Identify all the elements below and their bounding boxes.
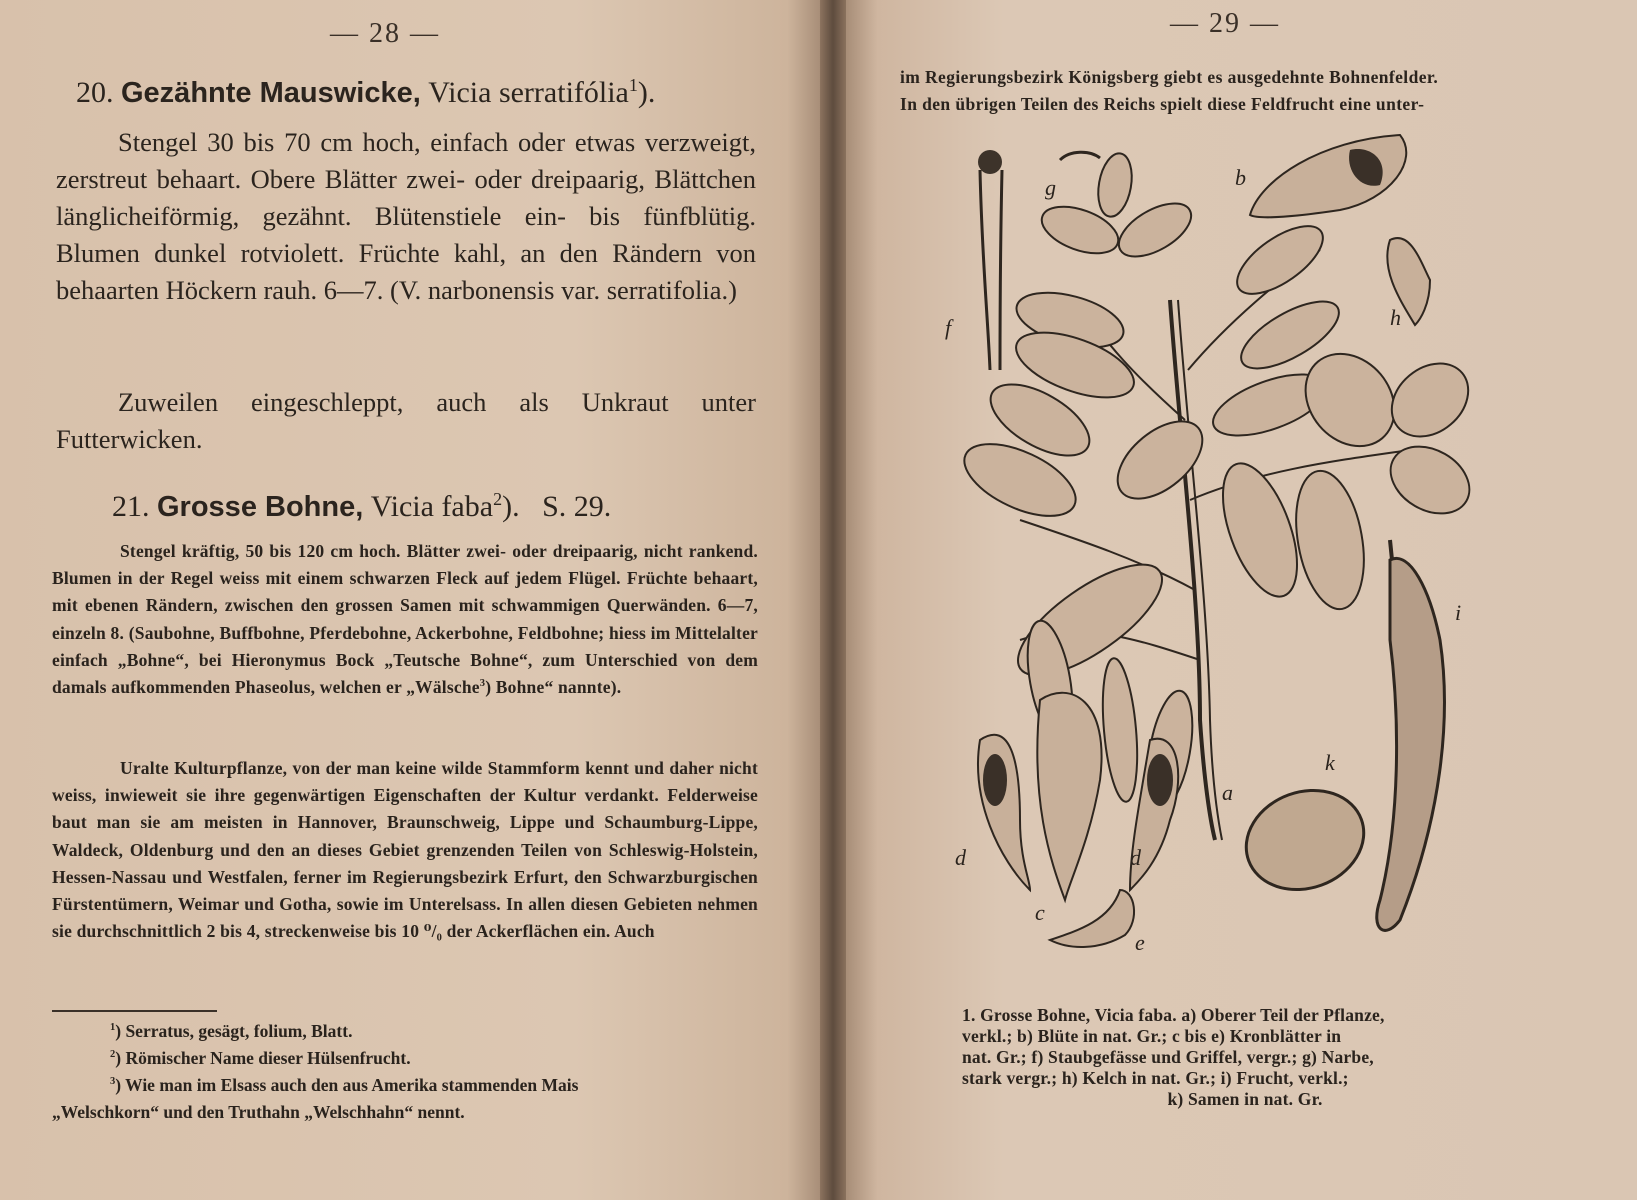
entry-21-description: [52, 538, 758, 701]
page-number-right: — 29 —: [1170, 8, 1280, 39]
entry-21-footnote-ref: 2: [493, 489, 503, 509]
entry-21-number: 21.: [112, 490, 150, 523]
footnote-2: [52, 1045, 762, 1072]
footnote-1-text: ) Serratus, gesägt, folium, Blatt.: [115, 1021, 353, 1041]
entry-20-heading: [76, 76, 655, 110]
page-number-left: — 28 —: [330, 18, 440, 49]
entry-20-occurrence-text: Zuweilen eingeschleppt, auch als Unkraut unter Futterwicken.: [56, 387, 756, 454]
figure-label-d-left: d: [955, 845, 966, 870]
entry-20-occurrence: [56, 384, 756, 458]
entry-21-page-ref: S. 29.: [542, 490, 612, 523]
entry-20-number: 20.: [76, 76, 114, 109]
entry-21-latin: Vicia faba: [370, 490, 494, 523]
right-top-line-2: In den übrigen Teilen des Reichs spielt diese Feldfrucht eine unter-: [900, 94, 1425, 114]
footnote-1-marker: 1: [110, 1022, 116, 1034]
entry-20-latin: Vicia serratifólia: [428, 76, 629, 109]
figure-label-f: f: [945, 315, 952, 340]
entry-21-history: [52, 755, 758, 945]
footnotes: [52, 1018, 762, 1126]
caption-line-4: stark vergr.; h) Kelch in nat. Gr.; i) Frucht, verkl.;: [962, 1068, 1349, 1088]
entry-21-history-text: Uralte Kulturpflanze, von der man keine wilde Stammform kennt und daher nicht weiss, inwieweit sie ihre gegenwärtigen Eigenschaften der Kultur verdankt. Felderweise baut man sie am meisten in Hannover, Braunschweig, Lippe und Schaumburg-Lippe, Waldeck, Oldenburg und den an dieses Gebiet grenzenden Teilen von Schleswig-Holstein, Hessen-Nassau und Westfalen, ferner im Regierungsbezirk Erfurt, den Schwarzburgischen Fürstentümern, Weimar und Gotha, sowie im Unterelsass. In allen diesen Gebieten nehmen sie durchschnittlich 2 bis 4, streckenweise bis 10 ⁰/₀ der Ackerflächen ein. Auch: [52, 758, 758, 942]
entry-21-description-part-b: ) Bohne“ nannte).: [485, 677, 622, 698]
figure-caption: [962, 1005, 1528, 1110]
footnote-3-continued: „Welschkorn“ und den Truthahn „Welschhahn“ nennt.: [52, 1102, 465, 1122]
entry-20-close: ).: [637, 76, 656, 109]
footnote-2-text: ) Römischer Name dieser Hülsenfrucht.: [115, 1048, 411, 1068]
right-page-top-text: [900, 64, 1580, 118]
right-top-line-1: im Regierungsbezirk Königsberg giebt es ausgedehnte Bohnenfelder.: [900, 67, 1439, 87]
figure-label-b: b: [1235, 165, 1246, 190]
vicia-faba-illustration: [945, 120, 1520, 1000]
caption-line-3: nat. Gr.; f) Staubgefässe und Griffel, vergr.; g) Narbe,: [962, 1047, 1374, 1067]
footnote-2-marker: 2: [110, 1049, 116, 1061]
figure-label-h: h: [1390, 305, 1401, 330]
entry-20-description-text: Stengel 30 bis 70 cm hoch, einfach oder etwas verzweigt, zerstreut behaart. Obere Blätter zwei- oder dreipaarig, Blättchen länglicheiförmig, gezähnt. Blütenstiele ein- bis fünfblütig. Blumen dunkel rotviolett. Früchte kahl, an den Rändern von behaarten Höckern rauh. 6—7. (V. narbonensis var. serratifolia.): [56, 127, 756, 305]
caption-line-2: verkl.; b) Blüte in nat. Gr.; c bis e) Kronblätter in: [962, 1026, 1342, 1046]
entry-20-footnote-ref: 1: [628, 75, 638, 95]
entry-21-description-text: [52, 538, 758, 701]
figure-label-g: g: [1045, 175, 1056, 200]
entry-21-description-part-a: Stengel kräftig, 50 bis 120 cm hoch. Blätter zwei- oder dreipaarig, nicht rankend. Blumen in der Regel weiss mit einem schwarzen Fleck auf jedem Flügel. Früchte behaart, mit ebenen Rändern, zwischen den grossen Samen mit schwammigen Querwänden. 6—7, einzeln 8. (Saubohne, Buffbohne, Pferdebohne, Ackerbohne, Feldbohne; hiess im Mittelalter einfach „Bohne“, bei Hieronymus Bock „Teutsche Bohne“, zum Unterschied von dem damals aufkommenden Phaseolus, welchen er „Wälsche: [52, 541, 758, 698]
footnote-1: [52, 1018, 762, 1045]
figure-label-k: k: [1325, 750, 1335, 775]
book-gutter: [820, 0, 846, 1200]
entry-21-close: ).: [502, 490, 520, 523]
footnote-3-marker: 3: [110, 1076, 116, 1088]
entry-20-name: Gezähnte Mauswicke,: [121, 77, 421, 109]
figure-label-i: i: [1455, 600, 1462, 625]
entry-21-description-footnote-ref: 3: [479, 678, 486, 690]
footnote-3: [52, 1072, 762, 1099]
entry-20-description: [56, 124, 756, 309]
figure-label-c: c: [1035, 900, 1045, 925]
figure-label-e: e: [1135, 930, 1145, 955]
entry-21-name: Grosse Bohne,: [157, 491, 364, 523]
caption-line-5: k) Samen in nat. Gr.: [1167, 1089, 1323, 1109]
footnote-3-text: ) Wie man im Elsass auch den aus Amerika stammenden Mais: [115, 1075, 579, 1095]
figure-label-d-right: d: [1130, 845, 1141, 870]
footnote-divider: [52, 1010, 217, 1012]
figure-label-a: a: [1222, 780, 1233, 805]
botanical-drawing: [945, 120, 1520, 1000]
entry-21-heading: [112, 490, 611, 524]
caption-line-1: 1. Grosse Bohne, Vicia faba. a) Oberer Teil der Pflanze,: [962, 1005, 1385, 1025]
